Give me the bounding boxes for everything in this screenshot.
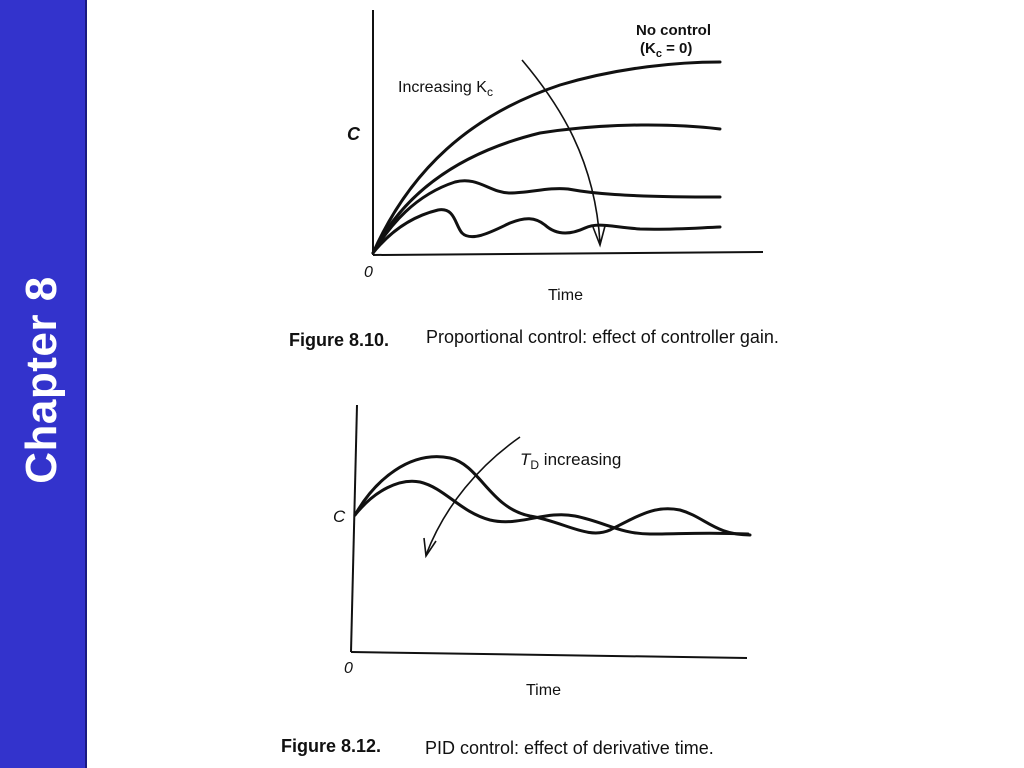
- fig810-increasing-gain-arrow: [522, 60, 600, 243]
- fig810-caption-text: Proportional control: effect of controller gain.: [426, 327, 779, 347]
- fig810-no-control-line2: [640, 40, 692, 60]
- fig812-td-increasing-arrow: [426, 437, 520, 555]
- fig810-no-control-sub: c: [655, 48, 662, 60]
- fig812-annotation-symbol: T: [520, 450, 531, 469]
- fig810-no-control-line1: No control: [636, 22, 711, 39]
- fig812-y-axis: [351, 405, 357, 652]
- fig810-caption-label: Figure 8.10.: [289, 330, 390, 350]
- fig810-no-control-pre: (K: [640, 40, 656, 57]
- fig810-origin-label: 0: [364, 264, 373, 281]
- fig810-x-axis: [373, 252, 763, 255]
- fig812-annotation-sub: D: [530, 458, 540, 472]
- fig810-annotation-text: Increasing K: [398, 79, 487, 96]
- fig812-y-label: C: [333, 507, 346, 526]
- fig812-x-axis: [351, 652, 747, 658]
- chapter-label: Chapter 8: [17, 276, 66, 484]
- figure-8-12: [281, 405, 750, 758]
- fig812-annotation-text: increasing: [539, 450, 622, 469]
- fig810-high-gain-curve: [373, 210, 720, 253]
- fig810-x-label: Time: [548, 287, 583, 304]
- fig812-x-label: Time: [526, 682, 561, 699]
- fig810-annotation-sub: c: [486, 85, 493, 99]
- fig812-caption-label: Figure 8.12.: [281, 736, 382, 756]
- fig812-large-td-curve: [355, 481, 748, 534]
- fig810-y-label: C: [347, 124, 360, 144]
- fig812-annotation: [520, 450, 621, 472]
- fig810-no-control-post: = 0): [661, 40, 693, 57]
- fig810-medium-gain-curve: [373, 181, 720, 253]
- fig812-caption-text: PID control: effect of derivative time.: [425, 738, 714, 758]
- figure-8-10: [289, 10, 779, 350]
- fig812-origin-label: 0: [344, 660, 353, 677]
- fig810-annotation: [398, 79, 493, 99]
